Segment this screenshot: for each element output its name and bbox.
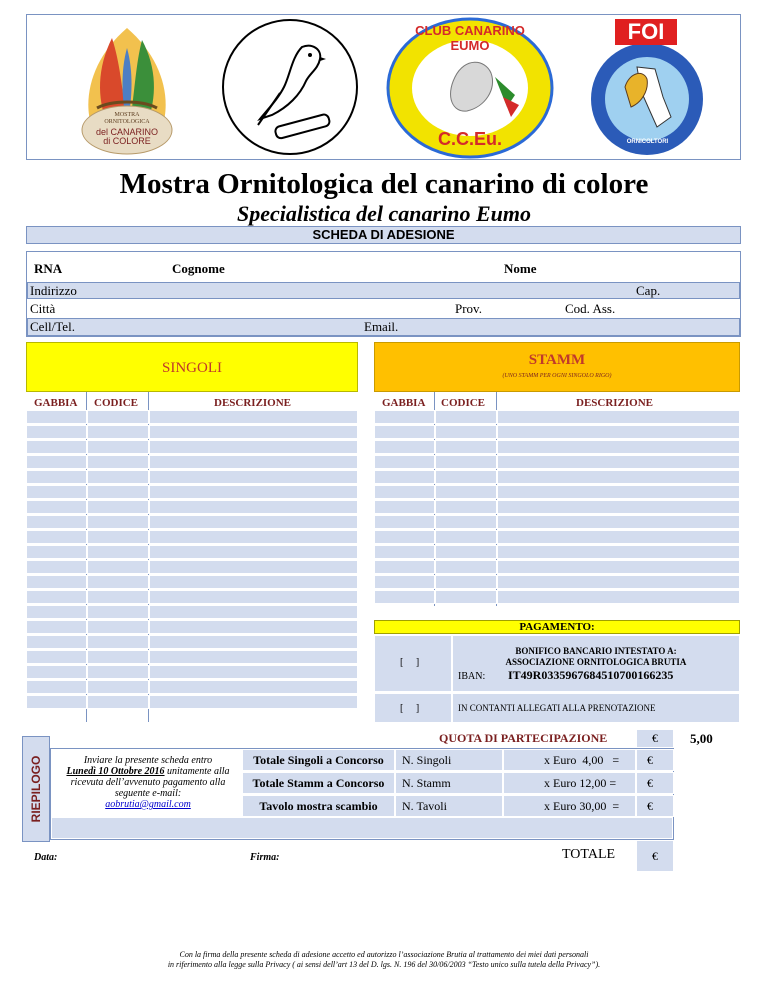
- stamm-row-cell[interactable]: [435, 515, 497, 529]
- singoli-row-cell[interactable]: [87, 575, 149, 589]
- sheet-title: SCHEDA DI ADESIONE: [312, 227, 455, 242]
- stamm-row-cell[interactable]: [374, 590, 435, 604]
- riepilogo-euro: €: [647, 799, 653, 813]
- singoli-row-cell[interactable]: [87, 500, 149, 514]
- singoli-row-cell[interactable]: [87, 665, 149, 679]
- stamm-col-descrizione: DESCRIZIONE: [576, 397, 654, 409]
- logo-text-2: ORNITOLOGICA: [104, 119, 150, 125]
- deadline-date: Lunedì 10 Ottobre 2016: [66, 766, 165, 777]
- riepilogo-total-label: Totale Singoli a Concorso: [253, 753, 384, 767]
- stamm-row-cell[interactable]: [497, 575, 740, 589]
- singoli-col-gabbia: GABBIA: [34, 397, 78, 409]
- stamm-row-cell[interactable]: [374, 515, 435, 529]
- stamm-row-cell[interactable]: [374, 470, 435, 484]
- singoli-row-cell[interactable]: [26, 440, 87, 454]
- stamm-row-cell[interactable]: [374, 410, 435, 424]
- stamm-row-cell[interactable]: [435, 590, 497, 604]
- riepilogo-euro-cell: [636, 772, 674, 794]
- singoli-row-cell[interactable]: [149, 680, 358, 694]
- singoli-row-cell[interactable]: [87, 695, 149, 709]
- singoli-row-cell[interactable]: [87, 515, 149, 529]
- riepilogo-total-label-cell: [242, 749, 395, 771]
- stamm-row-cell[interactable]: [497, 485, 740, 499]
- singoli-row-cell[interactable]: [87, 620, 149, 634]
- singoli-row-cell[interactable]: [149, 665, 358, 679]
- singoli-row-cell[interactable]: [87, 530, 149, 544]
- riepilogo-euro: €: [647, 776, 653, 790]
- stamm-row-cell[interactable]: [374, 485, 435, 499]
- singoli-row-cell[interactable]: [87, 410, 149, 424]
- riepilogo-price: x Euro 30,00 =: [544, 799, 620, 813]
- singoli-row-cell[interactable]: [26, 530, 87, 544]
- stamm-col-gabbia: GABBIA: [382, 397, 426, 409]
- stamm-col-codice: CODICE: [441, 397, 486, 409]
- iban-label: IBAN:: [458, 671, 486, 682]
- contanti-text: IN CONTANTI ALLEGATI ALLA PRENOTAZIONE: [458, 703, 656, 713]
- riepilogo-price-cell: [503, 772, 636, 794]
- stamm-row-cell[interactable]: [435, 560, 497, 574]
- stamm-row-cell[interactable]: [374, 530, 435, 544]
- singoli-row-cell[interactable]: [26, 650, 87, 664]
- stamm-row-cell[interactable]: [497, 515, 740, 529]
- stamm-row-cell[interactable]: [374, 440, 435, 454]
- riepilogo-count-field: N. Singoli: [402, 753, 452, 767]
- citta-label: Città: [30, 301, 56, 316]
- riepilogo-label: RIEPILOGO: [29, 755, 43, 823]
- data-label: Data:: [34, 852, 58, 863]
- logo-text-1: MOSTRA: [114, 112, 140, 118]
- singoli-row-cell[interactable]: [149, 575, 358, 589]
- stamm-row-cell[interactable]: [435, 410, 497, 424]
- singoli-row-cell[interactable]: [149, 650, 358, 664]
- riepilogo-euro-cell: [636, 749, 674, 771]
- singoli-row-cell[interactable]: [26, 695, 87, 709]
- riepilogo-price-cell: [503, 749, 636, 771]
- stamm-row-cell[interactable]: [497, 425, 740, 439]
- stamm-row-cell[interactable]: [374, 575, 435, 589]
- send-instructions: [58, 755, 238, 810]
- stamm-row-cell[interactable]: [435, 485, 497, 499]
- stamm-row-cell[interactable]: [497, 440, 740, 454]
- riepilogo-total-label: Totale Stamm a Concorso: [252, 776, 385, 790]
- singoli-row-cell[interactable]: [149, 500, 358, 514]
- riepilogo-count-field: N. Stamm: [402, 776, 451, 790]
- privacy-line2: in riferimento alla legge sulla Privacy ( ai sensi dell’art 13 del D. lgs. N. 196 del 30/06/2003 “Testo unico sulla tutela della Privacy”).: [167, 960, 601, 969]
- singoli-row-cell[interactable]: [149, 470, 358, 484]
- email-label: Email.: [364, 319, 399, 334]
- prov-label: Prov.: [455, 301, 482, 316]
- singoli-row-cell[interactable]: [149, 530, 358, 544]
- stamm-row-cell[interactable]: [374, 500, 435, 514]
- stamm-row-cell[interactable]: [497, 500, 740, 514]
- privacy-footer: [0, 950, 768, 970]
- indirizzo-field[interactable]: [27, 282, 740, 299]
- singoli-row-cell[interactable]: [87, 590, 149, 604]
- riepilogo-total-label-cell: [242, 795, 395, 817]
- singoli-row-cell[interactable]: [26, 605, 87, 619]
- singoli-row-cell[interactable]: [87, 635, 149, 649]
- riepilogo-euro-cell: [636, 795, 674, 817]
- singoli-row-cell[interactable]: [87, 605, 149, 619]
- stamm-row-cell[interactable]: [435, 575, 497, 589]
- singoli-row-cell[interactable]: [87, 440, 149, 454]
- singoli-row-cell[interactable]: [26, 590, 87, 604]
- singoli-row-cell[interactable]: [149, 485, 358, 499]
- singoli-row-cell[interactable]: [26, 425, 87, 439]
- stamm-title: STAMM: [528, 352, 586, 368]
- singoli-row-cell[interactable]: [26, 470, 87, 484]
- singoli-row-cell[interactable]: [26, 665, 87, 679]
- stamm-row-cell[interactable]: [435, 470, 497, 484]
- riepilogo-total-label: Tavolo mostra scambio: [259, 799, 378, 813]
- club-badge-top-text: CLUB CANARINO EUMO: [415, 23, 525, 53]
- nome-label: Nome: [504, 261, 537, 276]
- singoli-row-cell[interactable]: [87, 560, 149, 574]
- stamm-row-cell[interactable]: [435, 440, 497, 454]
- stamm-row-cell[interactable]: [497, 470, 740, 484]
- singoli-row-cell[interactable]: [26, 635, 87, 649]
- bonifico-line1: BONIFICO BANCARIO INTESTATO A:: [515, 646, 677, 656]
- singoli-row-cell[interactable]: [149, 515, 358, 529]
- singoli-row-cell[interactable]: [87, 470, 149, 484]
- singoli-row-cell[interactable]: [149, 545, 358, 559]
- canary-sketch-icon: [220, 17, 360, 157]
- foi-bottom-text: ORNICOLTORI: [626, 139, 669, 145]
- singoli-title: SINGOLI: [162, 360, 222, 376]
- singoli-row-cell[interactable]: [26, 500, 87, 514]
- riepilogo-count-field-cell[interactable]: [395, 772, 503, 794]
- club-badge-bottom-text: C.C.Eu.: [437, 129, 502, 149]
- singoli-row-cell[interactable]: [149, 425, 358, 439]
- logo-text-4: di COLORE: [103, 136, 151, 146]
- singoli-row-cell[interactable]: [149, 560, 358, 574]
- singoli-row-cell[interactable]: [149, 605, 358, 619]
- quota-label: QUOTA DI PARTECIPAZIONE: [439, 731, 608, 745]
- stamm-row-cell[interactable]: [497, 560, 740, 574]
- riepilogo-price-cell: [503, 795, 636, 817]
- singoli-row-cell[interactable]: [87, 485, 149, 499]
- cell-label: Cell/Tel.: [30, 319, 75, 334]
- singoli-row-cell[interactable]: [149, 635, 358, 649]
- indirizzo-label: Indirizzo: [30, 283, 77, 298]
- quota-value: 5,00: [690, 731, 713, 746]
- rna-label: RNA: [34, 261, 63, 276]
- stamm-row-cell[interactable]: [374, 545, 435, 559]
- iban-value: IT49R0335967684510700166235: [508, 668, 674, 682]
- cap-label: Cap.: [636, 283, 661, 298]
- riepilogo-total-label-cell: [242, 772, 395, 794]
- personal-name-row[interactable]: [27, 252, 740, 282]
- stamm-row-cell[interactable]: [497, 410, 740, 424]
- contanti-checkbox[interactable]: [ ]: [400, 703, 420, 714]
- stamm-row-cell[interactable]: [497, 530, 740, 544]
- stamm-note: (UNO STAMM PER OGNI SINGOLO RIGO): [502, 373, 612, 379]
- totale-label: TOTALE: [562, 847, 616, 862]
- quota-euro-cell: [636, 729, 674, 748]
- riepilogo-empty-row: [51, 817, 673, 839]
- totale-cell: [636, 840, 674, 872]
- singoli-row-cell[interactable]: [87, 425, 149, 439]
- riepilogo-euro: €: [647, 753, 653, 767]
- stamm-row-cell[interactable]: [374, 425, 435, 439]
- stamm-row-cell[interactable]: [374, 560, 435, 574]
- stamm-row-cell[interactable]: [435, 530, 497, 544]
- cognome-label: Cognome: [172, 261, 225, 276]
- riepilogo-price: x Euro 12,00 =: [544, 776, 617, 790]
- stamm-row-cell[interactable]: [435, 545, 497, 559]
- singoli-row-cell[interactable]: [26, 485, 87, 499]
- singoli-row-cell[interactable]: [149, 440, 358, 454]
- singoli-row-cell[interactable]: [149, 410, 358, 424]
- singoli-row-cell[interactable]: [26, 575, 87, 589]
- pagamento-header: PAGAMENTO:: [374, 620, 740, 634]
- riepilogo-count-field-cell[interactable]: [395, 795, 503, 817]
- privacy-line1: Con la firma della presente scheda di adesione accetto ed autorizzo l’associazione Brutia al trattamento dei miei dati personali: [179, 950, 589, 959]
- singoli-row-cell[interactable]: [26, 680, 87, 694]
- contact-email-link[interactable]: aobrutia@gmail.com: [105, 799, 191, 810]
- singoli-row-cell[interactable]: [26, 545, 87, 559]
- singoli-row-cell[interactable]: [149, 620, 358, 634]
- club-canarino-eumo-logo: [385, 17, 555, 159]
- stamm-row-cell[interactable]: [497, 455, 740, 469]
- stamm-row-cell[interactable]: [497, 590, 740, 604]
- foi-text: FOI: [627, 19, 665, 44]
- mostra-logo: [72, 18, 182, 158]
- singoli-row-cell[interactable]: [26, 515, 87, 529]
- singoli-row-cell[interactable]: [149, 590, 358, 604]
- singoli-row-cell[interactable]: [26, 455, 87, 469]
- firma-label: Firma:: [250, 852, 280, 863]
- bonifico-checkbox[interactable]: [ ]: [400, 657, 420, 668]
- stamm-row-cell[interactable]: [497, 545, 740, 559]
- quota-euro: €: [652, 731, 658, 745]
- riepilogo-count-field: N. Tavoli: [402, 799, 447, 813]
- riepilogo-count-field-cell[interactable]: [395, 749, 503, 771]
- singoli-row-cell[interactable]: [26, 620, 87, 634]
- stamm-row-cell[interactable]: [374, 455, 435, 469]
- send-line2: unitamente alla ricevuta dell’avvenuto pagamento alla seguente e-mail:: [70, 766, 230, 799]
- stamm-row-cell[interactable]: [435, 425, 497, 439]
- singoli-row-cell[interactable]: [87, 650, 149, 664]
- singoli-row-cell[interactable]: [87, 680, 149, 694]
- singoli-row-cell[interactable]: [87, 455, 149, 469]
- send-line1: Inviare la presente scheda entro: [83, 755, 213, 766]
- riepilogo-tab: [22, 736, 50, 842]
- singoli-row-cell[interactable]: [26, 560, 87, 574]
- singoli-row-cell[interactable]: [87, 545, 149, 559]
- totale-euro: €: [652, 849, 658, 863]
- singoli-col-descrizione: DESCRIZIONE: [214, 397, 292, 409]
- singoli-row-cell[interactable]: [149, 695, 358, 709]
- cod-ass-label: Cod. Ass.: [565, 301, 616, 316]
- singoli-row-cell[interactable]: [149, 455, 358, 469]
- riepilogo-price: x Euro 4,00 =: [544, 753, 620, 767]
- stamm-row-cell[interactable]: [435, 455, 497, 469]
- citta-field[interactable]: [27, 300, 740, 317]
- singoli-row-cell[interactable]: [26, 410, 87, 424]
- page-title: Mostra Ornitologica del canarino di colore: [119, 168, 649, 200]
- logo-text-3: del CANARINO: [95, 127, 158, 137]
- singoli-col-codice: CODICE: [94, 397, 139, 409]
- canary-sketch-logo: [220, 17, 360, 157]
- stamm-row-cell[interactable]: [435, 500, 497, 514]
- bonifico-line2: ASSOCIAZIONE ORNITOLOGICA BRUTIA: [505, 657, 687, 667]
- page-subtitle: Specialistica del canarino Eumo: [237, 201, 531, 226]
- foi-logo: [585, 17, 710, 159]
